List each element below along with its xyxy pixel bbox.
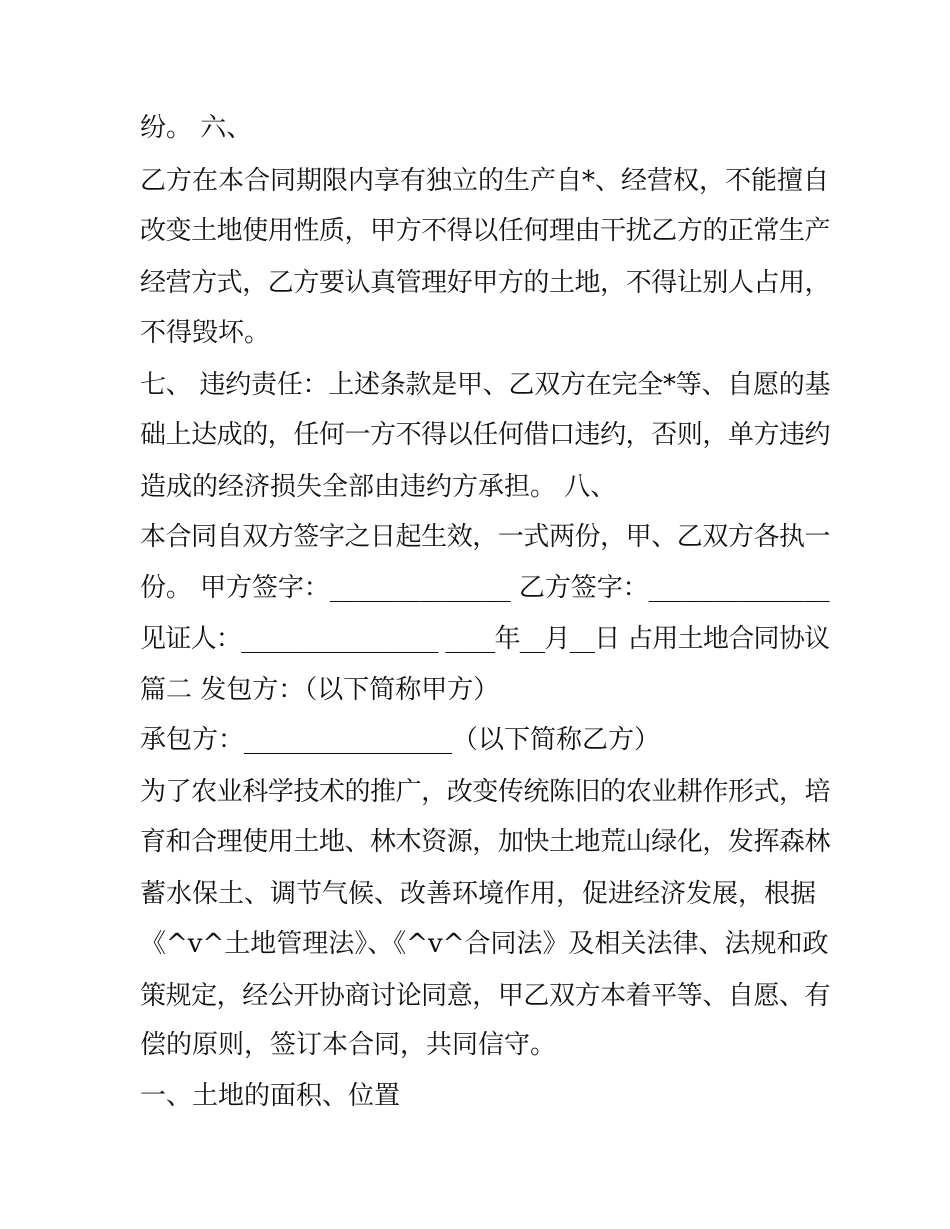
text-line: 不得毁坏。 [140, 318, 271, 348]
text-line: 为了农业科学技术的推广，改变传统陈旧的农业耕作形式，培 [140, 777, 831, 807]
text-line: 经营方式，乙方要认真管理好甲方的土地，不得让别人占用， [140, 268, 831, 298]
text-line: 七、 违约责任：上述条款是甲、乙双方在完全*等、自愿的基 [140, 370, 831, 400]
text-line: 乙方在本合同期限内享有独立的生产自*、经营权，不能擅自 [140, 166, 830, 196]
text-line: 育和合理使用土地、林木资源，加快土地荒山绿化，发挥森林 [140, 827, 831, 857]
text-line: 蓄水保土、调节气候、改善环境作用，促进经济发展，根据 [140, 879, 817, 909]
text-line: 一、土地的面积、位置 [140, 1081, 401, 1111]
text-line: 见证人：________________ ____年__月__日 占用土地合同协议 [140, 624, 830, 654]
text-line: 改变土地使用性质，甲方不得以任何理由干扰乙方的正常生产 [140, 216, 831, 246]
text-line: 偿的原则，签订本合同，共同信守。 [140, 1030, 557, 1060]
text-line: 纷。 六、 [140, 113, 253, 143]
text-line: 承包方：________________（以下简称乙方） [140, 725, 661, 755]
text-line: 策规定，经公开协商讨论同意，甲乙双方本着平等、自愿、有 [140, 981, 831, 1011]
text-line: 份。 甲方签字：______________ 乙方签字：______________ [140, 573, 830, 603]
text-line: 造成的经济损失全部由违约方承担。 八、 [140, 472, 617, 502]
text-line: 础上达成的，任何一方不得以任何借口违约，否则，单方违约 [140, 420, 831, 450]
text-line: 本合同自双方签字之日起生效，一式两份，甲、乙双方各执一 [140, 522, 831, 552]
text-line: 篇二 发包方：（以下简称甲方） [140, 675, 500, 705]
text-line: 《^v^土地管理法》、《^v^合同法》及相关法律、法规和政 [140, 929, 829, 959]
